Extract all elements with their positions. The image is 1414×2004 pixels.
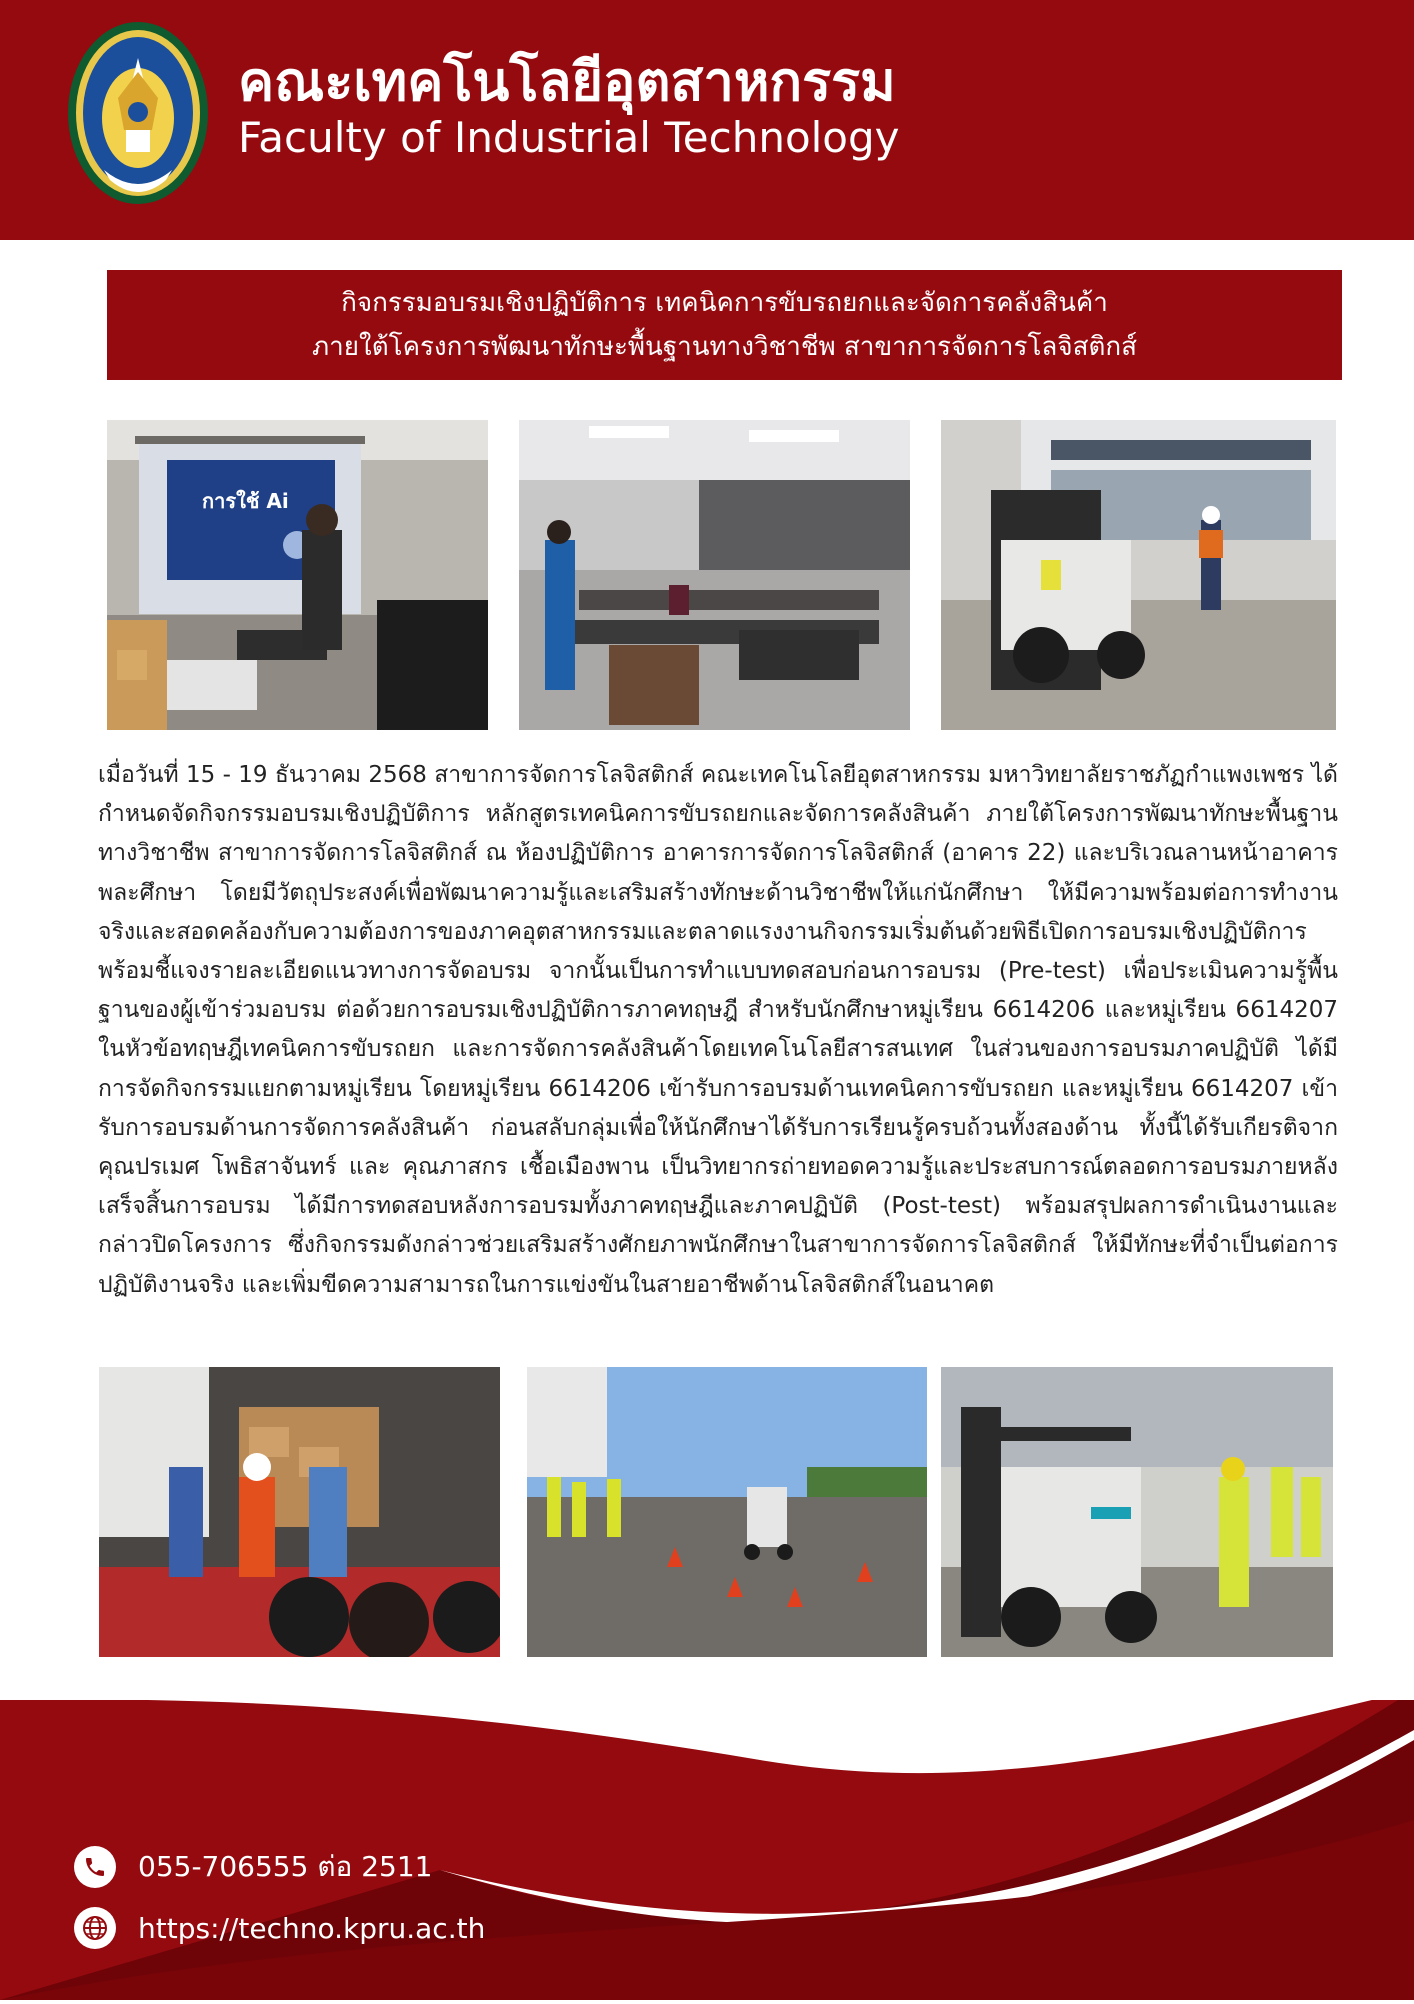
photo-computer-lab <box>519 420 910 730</box>
phone-icon <box>74 1846 116 1888</box>
article-body: เมื่อวันที่ 15 - 19 ธันวาคม 2568 สาขาการจัดการโลจิสติกส์ คณะเทคโนโลยีอุตสาหกรรม มหาวิทยาลัยราชภัฏกำแพงเพชร ได้กำหนดจัดกิจกรรมอบรมเชิงปฏิบัติการ หลักสูตรเทคนิคการขับรถยกและจัดการคลังสินค้า ภายใต้โครงการพัฒนาทักษะพื้นฐานทางวิชาชีพ สาขาการจัดการโลจิสติกส์ ณ ห้องปฏิบัติการ อาคารการจัดการโลจิสติกส์ (อาคาร 22) และบริเวณลานหน้าอาคารพละศึกษา โดยมีวัตถุประสงค์เพื่อพัฒนาความรู้และเสริมสร้างทักษะด้านวิชาชีพให้แก่นักศึกษา ให้มีความพร้อมต่อการทำงานจริงและสอดคล้องกับความต้องการของภาคอุตสาหกรรมและตลาดแรงงานกิจกรรมเริ่มต้นด้วยพิธีเปิดการอบรมเชิงปฏิบัติการ พร้อมชี้แจงรายละเอียดแนวทางการจัดอบรม จากนั้นเป็นการทำแบบทดสอบก่อนการอบรม (Pre-test) เพื่อประเมินความรู้พื้นฐานของผู้เข้าร่วมอบรม ต่อด้วยการอบรมเชิงปฏิบัติการภาคทฤษฎี สำหรับนักศึกษาหมู่เรียน 6614206 และหมู่เรียน 6614207 ในหัวข้อทฤษฎีเทคนิคการขับรถยก และการจัดการคลังสินค้าโดยเทคโนโลยีสารสนเทศ ในส่วนของการอบรมภาคปฏิบัติ ได้มีการจัดกิจกรรมแยกตามหมู่เรียน โดยหมู่เรียน 6614206 เข้ารับการอบรมด้านเทคนิคการขับรถยก และหมู่เรียน 6614207 เข้ารับการอบรมด้านการจัดการคลังสินค้า ก่อนสลับกลุ่มเพื่อให้นักศึกษาได้รับการเรียนรู้ครบถ้วนทั้งสองด้าน ทั้งนี้ได้รับเกียรติจาก คุณปรเมศ โพธิสาจันทร์ และ คุณภาสกร เชื้อเมืองพาน เป็นวิทยากรถ่ายทอดความรู้และประสบการณ์ตลอดการอบรมภายหลังเสร็จสิ้นการอบรม ได้มีการทดสอบหลังการอบรมทั้งภาคทฤษฎีและภาคปฏิบัติ (Post-test) พร้อมสรุปผลการดำเนินงานและกล่าวปิดโครงการ ซึ่งกิจกรรมดังกล่าวช่วยเสริมสร้างศักยภาพนักศึกษาในสาขาการจัดการโลจิสติกส์ ให้มีทักษะที่จำเป็นต่อการปฏิบัติงานจริง และเพิ่มขีดความสามารถในการแข่งขันในสายอาชีพด้านโลจิสติกส์ในอนาคต <box>98 762 1338 1298</box>
banner-line-1: กิจกรรมอบรมเชิงปฏิบัติการ เทคนิคการขับรถยกและจัดการคลังสินค้า <box>341 288 1108 318</box>
photo-warehouse-training <box>99 1367 500 1657</box>
photo-forklift-front-building <box>941 420 1336 730</box>
globe-icon <box>74 1907 116 1949</box>
photo-forklift-course <box>527 1367 927 1657</box>
contact-website <box>74 1907 485 1949</box>
photo-lecture <box>107 420 488 730</box>
photo-forklift-closeup <box>941 1367 1333 1657</box>
header-bar <box>0 0 1414 240</box>
slide-text: การใช้ Ai <box>202 489 289 513</box>
banner-line-2: ภายใต้โครงการพัฒนาทักษะพื้นฐานทางวิชาชีพ สาขาการจัดการโลจิสติกส์ <box>312 332 1137 362</box>
phone-number: 055-706555 ต่อ 2511 <box>138 1850 433 1883</box>
contact-phone <box>74 1845 433 1889</box>
website-link[interactable]: https://techno.kpru.ac.th <box>138 1911 486 1945</box>
university-seal <box>66 20 210 206</box>
faculty-title-english: Faculty of Industrial Technology <box>238 113 900 162</box>
faculty-title-thai: คณะเทคโนโลยีอุตสาหกรรม <box>238 50 896 113</box>
activity-title-banner <box>107 270 1342 380</box>
footer-wave <box>0 1700 1414 2000</box>
